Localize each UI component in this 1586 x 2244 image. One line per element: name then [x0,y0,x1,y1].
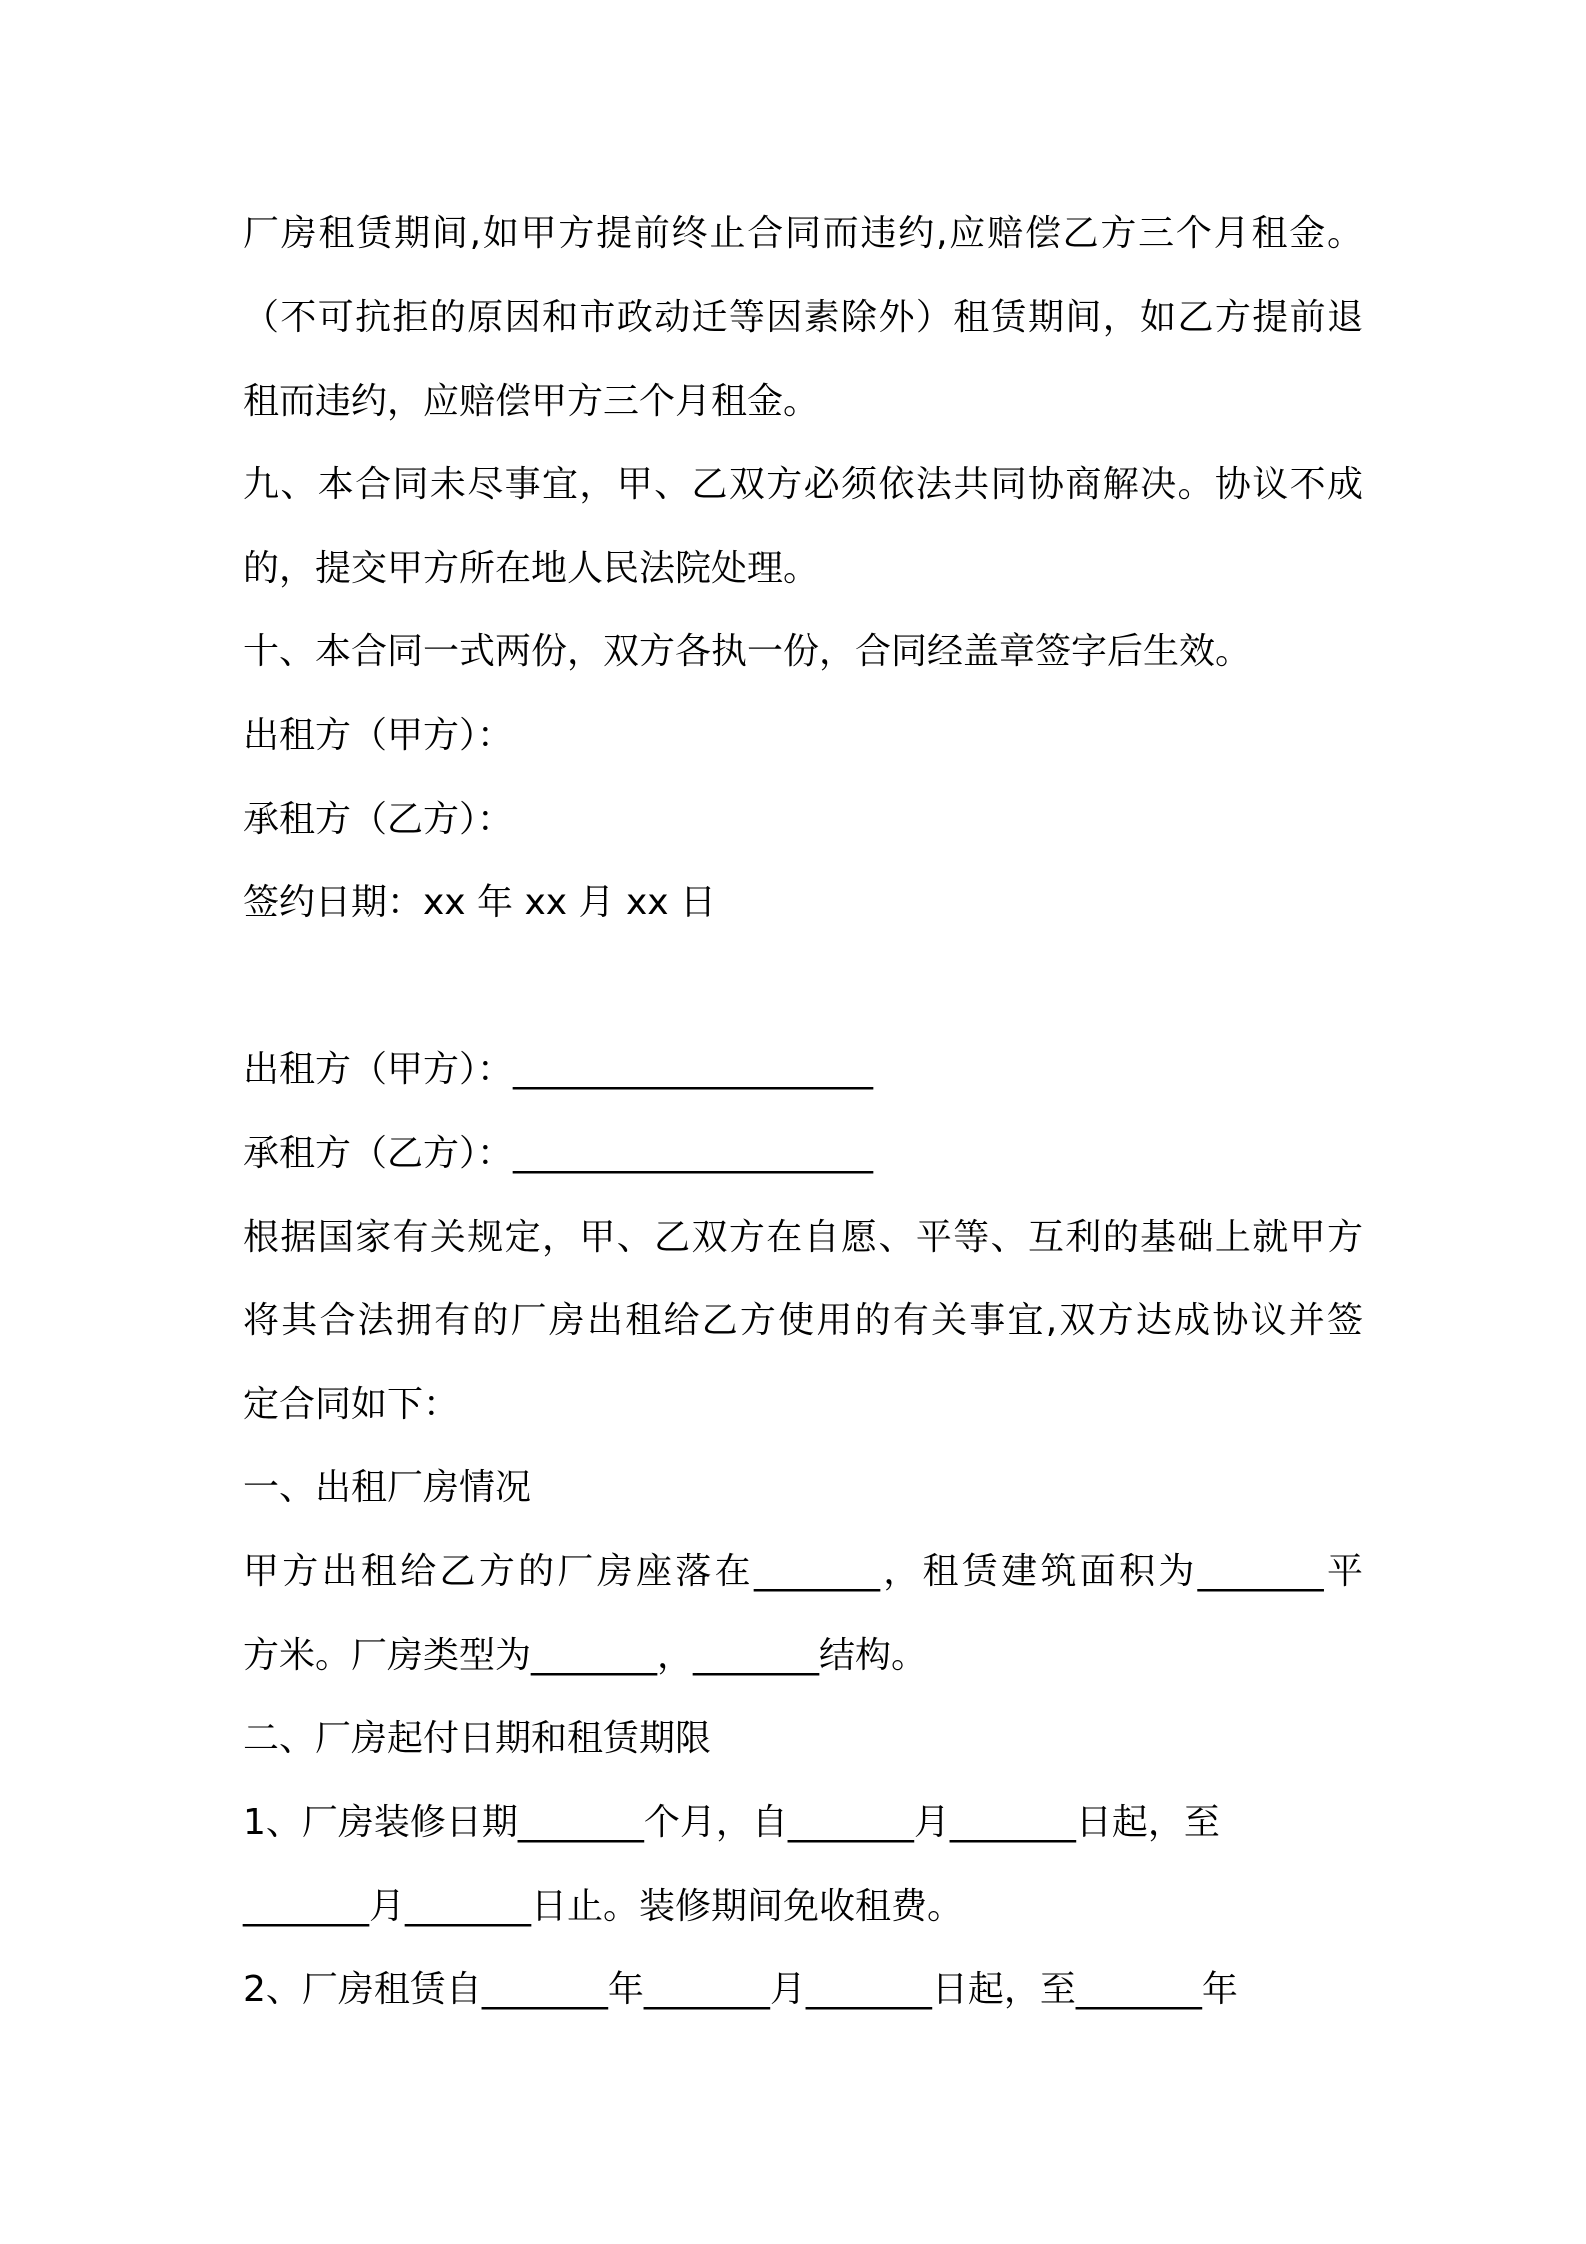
lessee-label: 承租方（乙方）： [243,799,514,840]
text-line-16: 甲方出租给乙方的厂房座落在_______，租赁建筑面积为_______平 [243,1551,1363,1592]
lessor-blank-field: 出租方（甲方）：____________________ [243,1049,874,1090]
text-line-2: （不可抗拒的原因和市政动迁等因素除外）租赁期间，如乙方提前退 [243,297,1363,338]
section-heading-2: 二、厂房起付日期和租赁期限 [243,1718,712,1759]
text-line-5: 的，提交甲方所在地人民法院处理。 [243,548,820,589]
text-line-6: 十、本合同一式两份，双方各执一份，合同经盖章签字后生效。 [243,631,1252,672]
lessee-blank-field: 承租方（乙方）：____________________ [243,1133,874,1174]
section-heading-1: 一、出租厂房情况 [243,1467,532,1508]
text-line-3: 租而违约，应赔偿甲方三个月租金。 [243,381,820,422]
text-line-19: 1、厂房装修日期_______个月，自_______月_______日起，至 [243,1802,1220,1843]
text-line-4: 九、本合同未尽事宜，甲、乙双方必须依法共同协商解决。协议不成 [243,464,1363,505]
text-line-12: 根据国家有关规定，甲、乙双方在自愿、平等、互利的基础上就甲方 [243,1217,1363,1258]
text-line-17: 方米。厂房类型为_______，_______结构。 [243,1635,928,1676]
text-line-14: 定合同如下： [243,1384,460,1425]
text-line-20: _______月_______日止。装修期间免收租费。 [243,1886,964,1927]
text-line-1: 厂房租赁期间,如甲方提前终止合同而违约,应赔偿乙方三个月租金。 [243,213,1363,254]
lessor-label: 出租方（甲方）： [243,715,514,756]
text-line-13: 将其合法拥有的厂房出租给乙方使用的有关事宜,双方达成协议并签 [243,1300,1363,1341]
text-line-21: 2、厂房租赁自_______年_______月_______日起，至_______年 [243,1969,1238,2010]
signing-date: 签约日期：xx 年 xx 月 xx 日 [243,882,717,923]
